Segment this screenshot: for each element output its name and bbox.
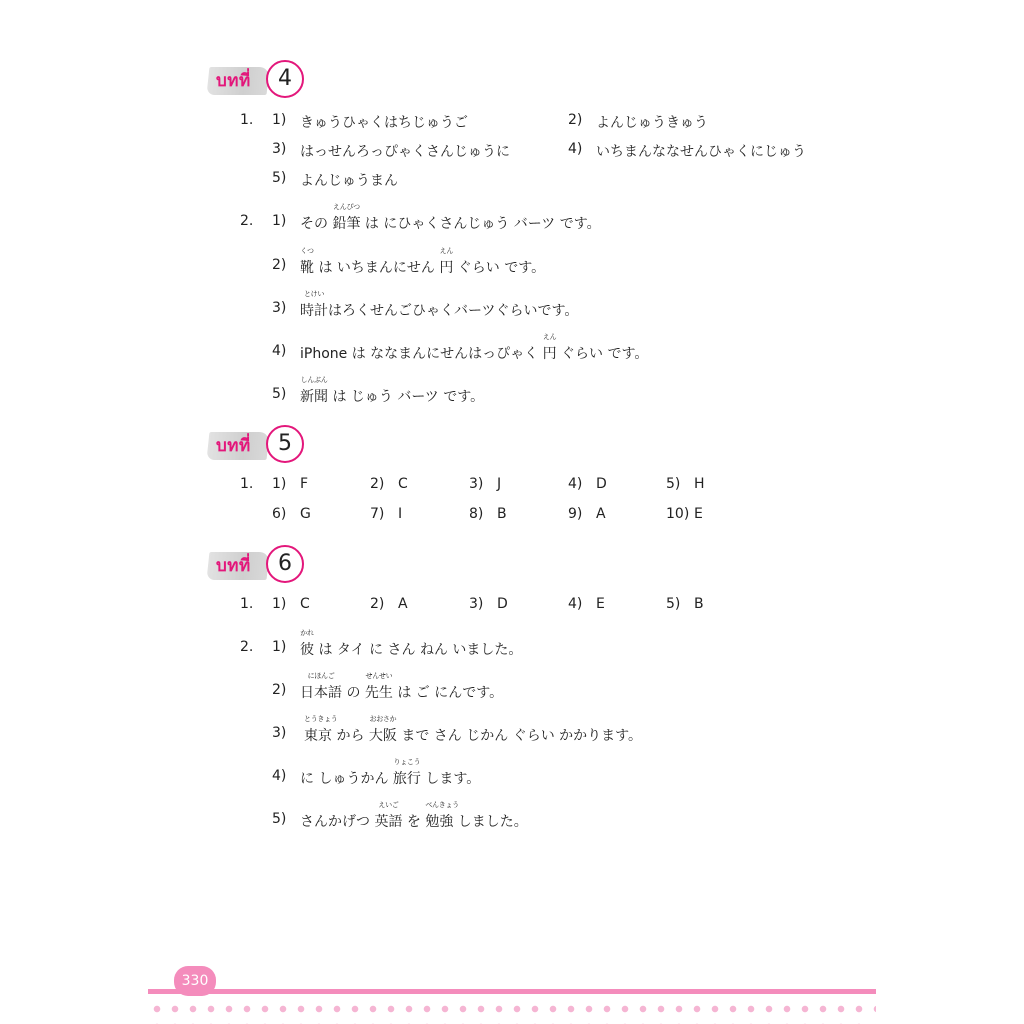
kanji-with-furigana — [300, 629, 314, 659]
answer-number: 5) — [272, 170, 287, 186]
sentence-part: は じゅう バーツ です。 — [328, 389, 485, 405]
answer-text: B — [694, 596, 704, 612]
answer-number: 1) — [272, 476, 287, 492]
answer-text: D — [596, 476, 607, 492]
furigana: えいご — [378, 801, 399, 809]
answer-text: I — [398, 506, 403, 522]
question-number: 1. — [240, 596, 254, 612]
sentence-part: さんかげつ — [300, 814, 375, 830]
question-number: 1. — [240, 112, 254, 128]
furigana: せんせい — [365, 672, 393, 680]
kanji: 先生 — [364, 685, 393, 701]
furigana: くつ — [300, 247, 314, 255]
question-number: 2. — [240, 213, 254, 229]
sentence-part: まで さん じかん ぐらい かかります。 — [396, 728, 643, 744]
sentence-part: ぐらい です。 — [453, 260, 546, 276]
answer-text: J — [497, 476, 502, 492]
answer-sentence — [300, 801, 528, 831]
answer-number: 3) — [272, 725, 287, 741]
answer-text: よんじゅうまん — [300, 173, 398, 189]
kanji-with-furigana — [368, 715, 397, 745]
answer-number: 1) — [272, 213, 287, 229]
furigana: べんきょう — [425, 801, 459, 809]
answer-number: 4) — [272, 768, 287, 784]
kanji: 円 — [542, 346, 557, 362]
question-number: 1. — [240, 476, 254, 492]
answer-number: 5) — [666, 476, 681, 492]
lesson-label: บทที่ — [216, 436, 251, 456]
kanji: 時計 — [300, 303, 328, 319]
sentence-part: しました。 — [453, 814, 528, 830]
answer-text: E — [694, 506, 703, 522]
furigana: えん — [439, 247, 454, 255]
answer-text: A — [596, 506, 606, 522]
answer-number: 2) — [568, 112, 583, 128]
answer-text: A — [398, 596, 408, 612]
furigana: おおさか — [369, 715, 397, 723]
answer-sentence — [304, 715, 643, 745]
answer-number: 2) — [272, 257, 287, 273]
sentence-part: の — [342, 685, 365, 701]
furigana: とうきょう — [304, 715, 338, 723]
sentence-part: はろくせんごひゃくバーツぐらいです。 — [328, 303, 579, 319]
answer-text: F — [300, 476, 309, 492]
lesson-6-header — [208, 544, 318, 584]
lesson-label: บทที่ — [216, 556, 251, 576]
kanji-with-furigana — [439, 247, 454, 277]
lesson-number-circle: 5 — [266, 425, 304, 463]
answer-sentence — [300, 333, 649, 363]
lesson-5-header — [208, 424, 318, 464]
furigana: しんぶん — [300, 376, 328, 384]
answer-number: 3) — [272, 141, 287, 157]
kanji: 靴 — [300, 260, 314, 276]
answer-number: 9) — [568, 506, 583, 522]
answer-number: 5) — [272, 811, 287, 827]
answer-text: C — [300, 596, 310, 612]
answer-text: D — [497, 596, 508, 612]
answer-number: 1) — [272, 596, 287, 612]
sentence-part: します。 — [420, 771, 481, 787]
footer-dot-pattern — [148, 1000, 876, 1024]
furigana: えん — [542, 333, 557, 341]
answer-number: 3) — [469, 476, 484, 492]
lesson-label: บทที่ — [216, 71, 251, 91]
kanji-with-furigana — [300, 247, 314, 277]
sentence-part: から — [332, 728, 369, 744]
answer-text: いちまんななせんひゃくにじゅう — [596, 144, 806, 160]
answer-sentence — [300, 672, 504, 702]
answer-number: 3) — [469, 596, 484, 612]
answer-number: 2) — [370, 476, 385, 492]
kanji: 旅行 — [392, 771, 421, 787]
page-number: 330 — [174, 966, 216, 996]
kanji: 英語 — [374, 814, 403, 830]
answer-number: 2) — [272, 682, 287, 698]
sentence-part: は ご にんです。 — [392, 685, 504, 701]
answer-sentence — [300, 203, 601, 233]
kanji-with-furigana — [392, 758, 421, 788]
answer-number: 6) — [272, 506, 287, 522]
furigana: かれ — [300, 629, 314, 637]
lesson-4-header — [208, 59, 318, 99]
answer-text: きゅうひゃくはちじゅうご — [300, 115, 468, 131]
kanji: 新聞 — [300, 389, 328, 405]
lesson-number-circle: 4 — [266, 60, 304, 98]
answer-text: B — [497, 506, 507, 522]
answer-sentence — [300, 376, 485, 406]
answer-number: 4) — [568, 476, 583, 492]
answer-text: H — [694, 476, 705, 492]
furigana: りょこう — [393, 758, 421, 766]
kanji: 日本語 — [300, 685, 342, 701]
kanji-with-furigana — [364, 672, 393, 702]
kanji-with-furigana — [300, 290, 328, 320]
sentence-part: その — [300, 216, 333, 232]
answer-number: 8) — [469, 506, 484, 522]
answer-number: 5) — [272, 386, 287, 402]
sentence-part: ぐらい です。 — [556, 346, 649, 362]
answer-number: 4) — [568, 141, 583, 157]
sentence-part: は いちまんにせん — [314, 260, 440, 276]
answer-sentence — [300, 629, 523, 659]
answer-number: 10) — [666, 506, 690, 522]
furigana: にほんご — [307, 672, 335, 680]
answer-text: はっせんろっぴゃくさんじゅうに — [300, 144, 510, 160]
answer-number: 1) — [272, 639, 287, 655]
kanji-with-furigana — [300, 376, 328, 406]
footer-pink-bar — [148, 989, 876, 994]
answer-number: 2) — [370, 596, 385, 612]
answer-number: 7) — [370, 506, 385, 522]
kanji: 勉強 — [425, 814, 454, 830]
sentence-part: は タイ に さん ねん いました。 — [314, 642, 523, 658]
answer-number: 4) — [272, 343, 287, 359]
answer-text: C — [398, 476, 408, 492]
answer-number: 5) — [666, 596, 681, 612]
answer-sentence — [300, 290, 579, 320]
kanji: 大阪 — [368, 728, 397, 744]
answer-number: 3) — [272, 300, 287, 316]
kanji-with-furigana — [304, 715, 338, 745]
kanji: 東京 — [304, 728, 332, 744]
kanji-with-furigana — [374, 801, 403, 831]
answer-number: 4) — [568, 596, 583, 612]
sentence-part: に しゅうかん — [300, 771, 393, 787]
answer-sentence — [300, 247, 546, 277]
furigana: とけい — [303, 290, 325, 298]
kanji: 鉛筆 — [332, 216, 361, 232]
sentence-part: を — [402, 814, 426, 830]
lesson-number-circle: 6 — [266, 545, 304, 583]
kanji-with-furigana — [542, 333, 557, 363]
kanji: 彼 — [300, 642, 314, 658]
answer-number: 1) — [272, 112, 287, 128]
answer-text: G — [300, 506, 311, 522]
kanji-with-furigana — [332, 203, 361, 233]
sentence-part: は にひゃくさんじゅう バーツ です。 — [360, 216, 601, 232]
answer-text: E — [596, 596, 605, 612]
sentence-part: iPhone は ななまんにせんはっぴゃく — [300, 346, 543, 362]
answer-text: よんじゅうきゅう — [596, 115, 708, 131]
question-number: 2. — [240, 639, 254, 655]
furigana: えんぴつ — [333, 203, 360, 211]
kanji: 円 — [439, 260, 454, 276]
kanji-with-furigana — [425, 801, 459, 831]
answer-sentence — [300, 758, 481, 788]
kanji-with-furigana — [300, 672, 342, 702]
